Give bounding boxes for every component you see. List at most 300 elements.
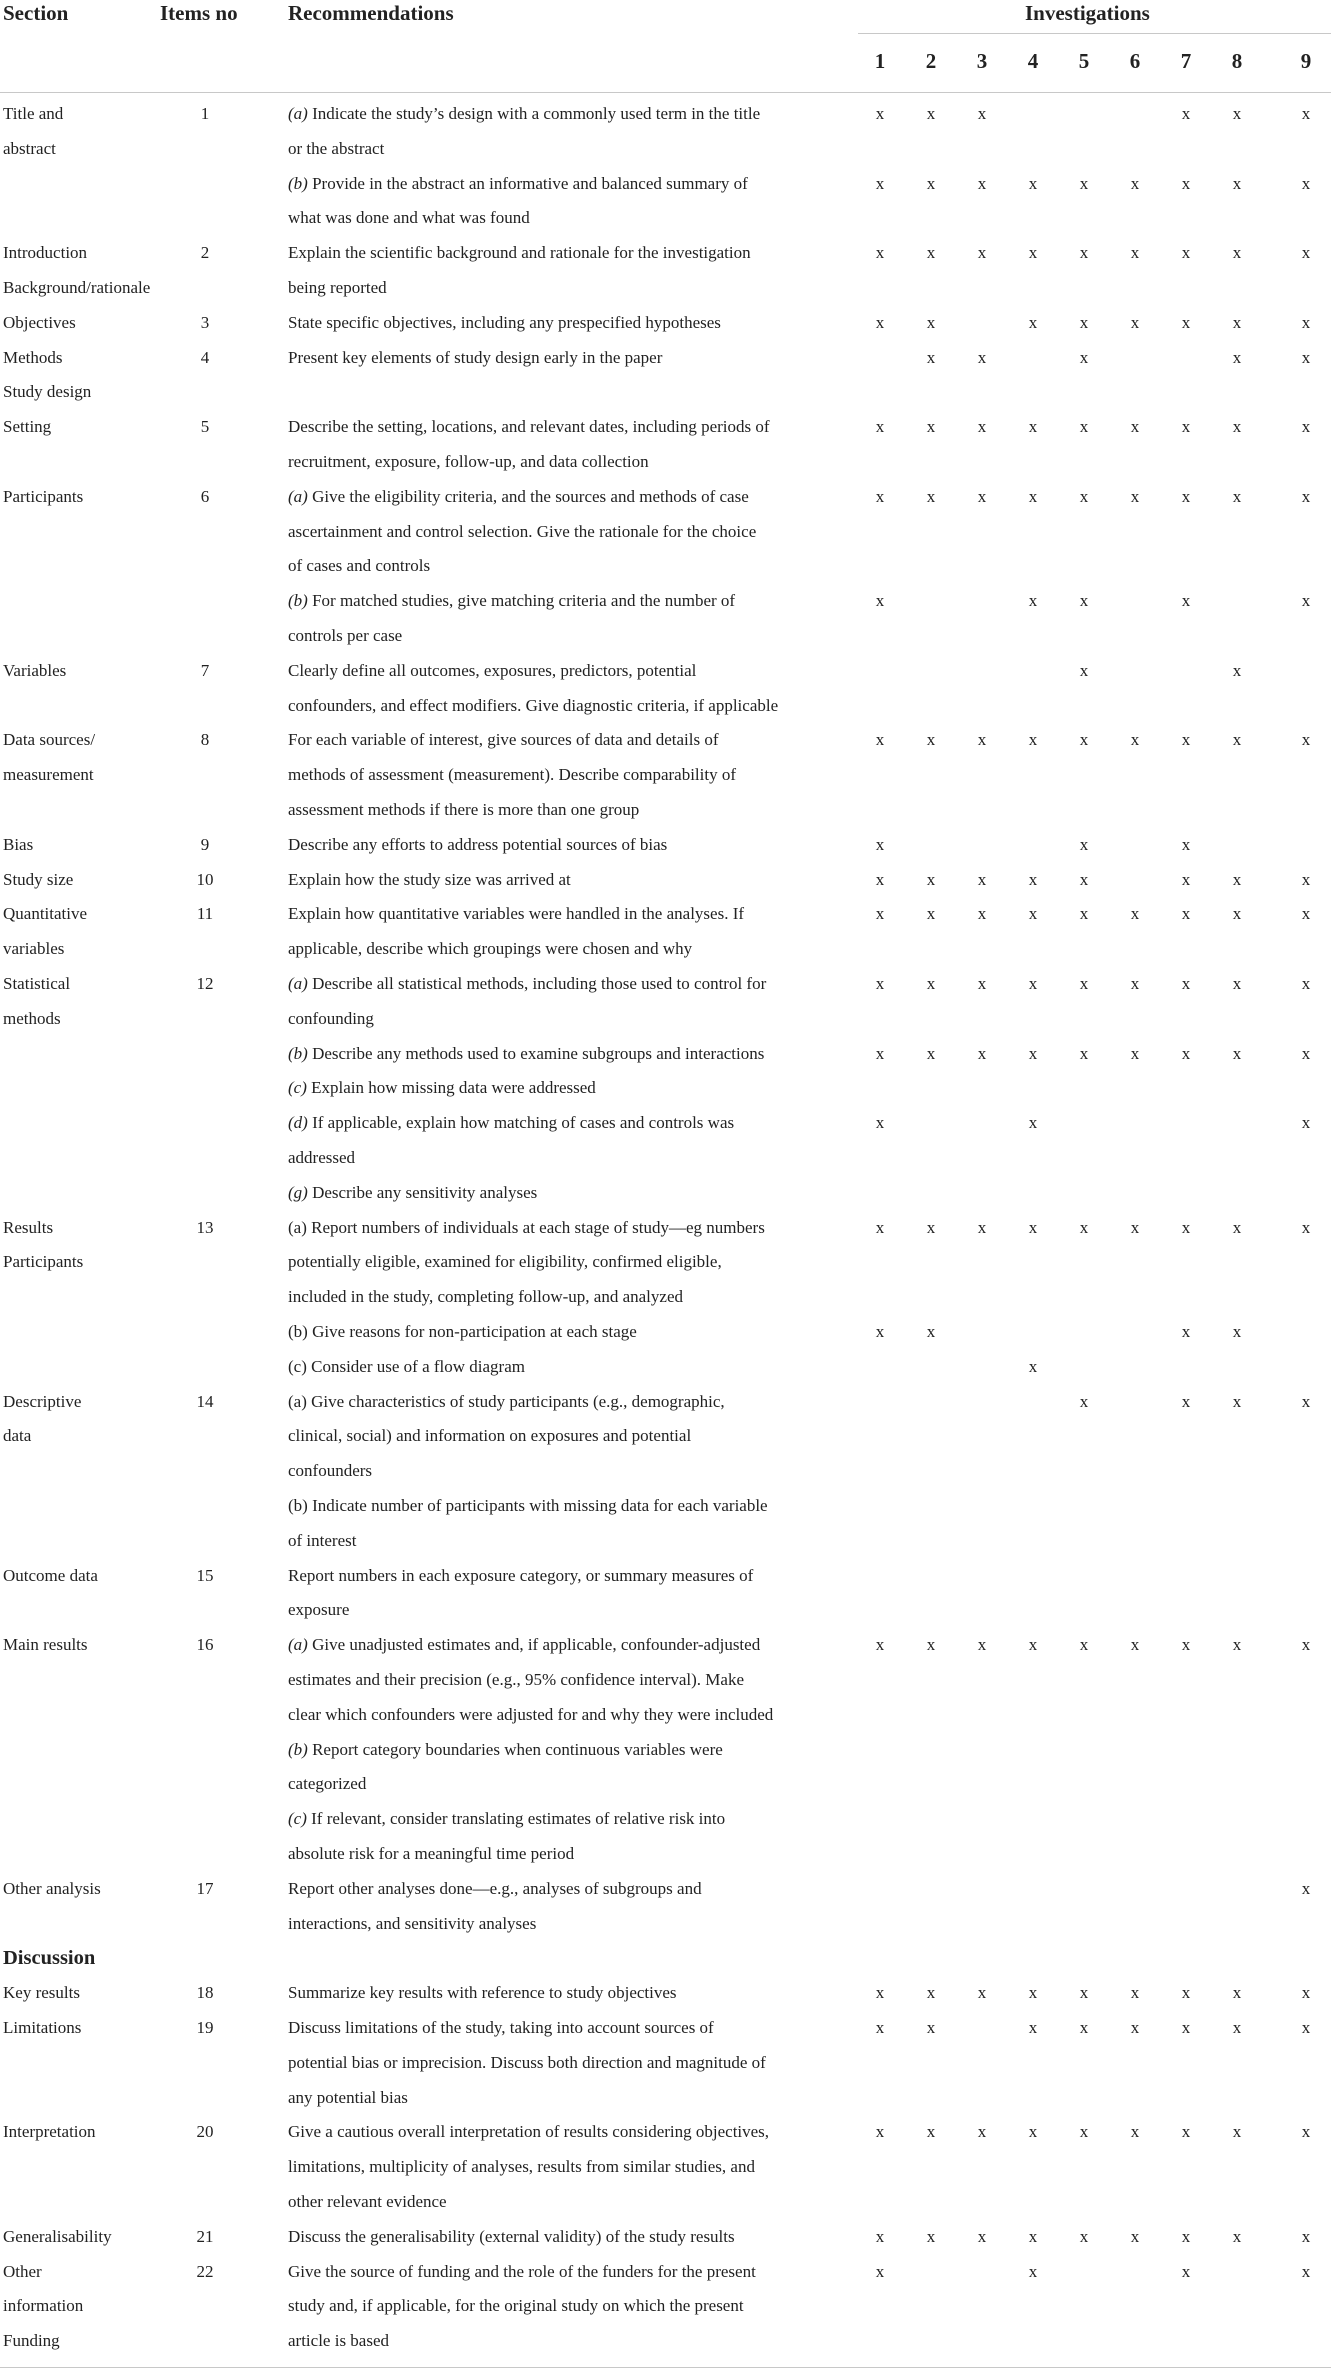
recommendation-line: potential bias or imprecision. Discuss both direction and magnitude of bbox=[288, 2052, 766, 2072]
table-bottom-rule bbox=[0, 2367, 1331, 2368]
investigation-mark: x bbox=[1079, 2018, 1089, 2037]
item-number: 11 bbox=[196, 904, 214, 924]
investigation-mark: x bbox=[875, 2018, 885, 2037]
investigation-mark: x bbox=[1232, 1635, 1242, 1655]
investigation-mark: x bbox=[1079, 974, 1089, 993]
recommendation-text bbox=[288, 1663, 744, 1698]
recommendation-line: Give a cautious overall interpretation of results considering objectives, bbox=[288, 2122, 770, 2142]
recommendation-line: limitations, multiplicity of analyses, results from similar studies, and bbox=[288, 2157, 755, 2177]
header-section: Section bbox=[3, 1, 69, 25]
item-number: 1 bbox=[200, 104, 210, 123]
recommendation-text bbox=[288, 410, 770, 445]
recommendation-line: or the abstract bbox=[288, 138, 385, 158]
header-bottom-rule bbox=[0, 92, 1331, 93]
investigation-mark: x bbox=[1301, 904, 1311, 924]
investigation-mark: x bbox=[875, 173, 885, 193]
recommendation-line: clear which confounders were adjusted for and why they were included bbox=[288, 1704, 774, 1724]
investigation-mark: x bbox=[926, 2226, 936, 2246]
recommendation-text bbox=[288, 2324, 389, 2359]
investigation-mark: x bbox=[1181, 730, 1191, 750]
investigation-mark: x bbox=[1181, 904, 1191, 924]
recommendation-text bbox=[288, 1698, 773, 1733]
recommendation-prefix: (a) bbox=[288, 104, 308, 123]
investigation-mark: x bbox=[1130, 2226, 1140, 2246]
recommendation-text bbox=[288, 2220, 735, 2255]
investigation-mark: x bbox=[1130, 2018, 1140, 2037]
section-label: Funding bbox=[3, 2331, 60, 2351]
investigation-mark: x bbox=[926, 347, 936, 367]
section-label: measurement bbox=[3, 765, 94, 785]
recommendation-text bbox=[288, 445, 649, 480]
recommendation-line: applicable, describe which groupings were chosen and why bbox=[288, 939, 693, 959]
recommendation-line: For each variable of interest, give sources of data and details of bbox=[288, 730, 719, 750]
investigation-mark: x bbox=[1130, 1983, 1140, 2003]
investigation-mark: x bbox=[1232, 869, 1242, 889]
investigation-mark: x bbox=[875, 1217, 885, 1237]
section-label: Introduction bbox=[3, 243, 88, 263]
recommendation-line: of interest bbox=[288, 1530, 357, 1550]
section-label: Study design bbox=[3, 382, 92, 402]
recommendation-line: exposure bbox=[288, 1600, 350, 1620]
recommendation-line: study and, if applicable, for the original study on which the present bbox=[288, 2296, 744, 2316]
investigation-mark: x bbox=[1130, 904, 1140, 924]
investigation-mark: x bbox=[875, 834, 885, 854]
recommendation-line: Explain the scientific background and rationale for the investigation bbox=[288, 243, 751, 263]
recommendation-line: addressed bbox=[288, 1148, 356, 1167]
recommendation-line: Discuss the generalisability (external validity) of the study results bbox=[288, 2226, 735, 2246]
section-label: Main results bbox=[3, 1635, 88, 1655]
recommendation-line: any potential bias bbox=[288, 2087, 408, 2107]
item-number: 8 bbox=[200, 730, 210, 750]
investigation-mark: x bbox=[1079, 730, 1089, 750]
recommendation-line: Explain how the study size was arrived at bbox=[288, 869, 571, 889]
recommendation-line: Provide in the abstract an informative and balanced summary of bbox=[312, 173, 748, 193]
recommendation-prefix: (c) bbox=[288, 1809, 307, 1829]
recommendation-line: If relevant, consider translating estimates of relative risk into bbox=[311, 1809, 726, 1829]
investigation-mark: x bbox=[1181, 1217, 1191, 1237]
investigation-mark: x bbox=[875, 2261, 885, 2281]
investigation-mark: x bbox=[1130, 974, 1140, 993]
investigation-mark: x bbox=[977, 417, 987, 437]
item-number: 12 bbox=[196, 974, 214, 993]
investigation-mark: x bbox=[1028, 1217, 1038, 1237]
investigation-mark: x bbox=[1028, 904, 1038, 924]
recommendation-line: confounders, and effect modifiers. Give diagnostic criteria, if applicable bbox=[288, 695, 779, 715]
section-label: Methods bbox=[3, 347, 63, 367]
investigation-mark: x bbox=[977, 2226, 987, 2246]
investigation-mark: x bbox=[1079, 869, 1089, 889]
recommendation-text bbox=[288, 1628, 760, 1663]
investigation-mark: x bbox=[926, 243, 936, 263]
investigation-mark: x bbox=[926, 869, 936, 889]
investigation-mark: x bbox=[1232, 2122, 1242, 2142]
item-number: 14 bbox=[196, 1391, 214, 1411]
recommendation-text bbox=[288, 1037, 764, 1072]
investigation-mark: x bbox=[1028, 243, 1038, 263]
investigation-mark: x bbox=[1301, 869, 1311, 889]
investigation-mark: x bbox=[1232, 486, 1242, 506]
investigation-mark: x bbox=[1079, 1391, 1089, 1411]
recommendation-text bbox=[288, 480, 749, 515]
item-number: 17 bbox=[196, 1878, 214, 1898]
recommendation-line: Describe all statistical methods, including those used to control for bbox=[312, 974, 767, 993]
investigation-mark: x bbox=[875, 1043, 885, 1063]
investigation-mark: x bbox=[926, 1217, 936, 1237]
investigation-mark: x bbox=[1130, 486, 1140, 506]
recommendation-text bbox=[288, 515, 756, 550]
recommendation-text bbox=[288, 1071, 596, 1106]
investigation-mark: x bbox=[1181, 2261, 1191, 2281]
investigation-mark: x bbox=[1181, 173, 1191, 193]
section-label: Title and bbox=[3, 104, 64, 123]
section-label: methods bbox=[3, 1008, 61, 1028]
investigation-mark: x bbox=[926, 2018, 936, 2037]
recommendation-line: Give the eligibility criteria, and the sources and methods of case bbox=[312, 486, 749, 506]
recommendation-line: interactions, and sensitivity analyses bbox=[288, 1913, 537, 1933]
investigation-mark: x bbox=[926, 312, 936, 332]
investigation-mark: x bbox=[926, 1983, 936, 2003]
section-label: information bbox=[3, 2296, 84, 2316]
investigation-mark: x bbox=[1028, 730, 1038, 750]
investigation-mark: x bbox=[926, 104, 936, 123]
investigation-mark: x bbox=[1028, 869, 1038, 889]
recommendation-line: Describe any efforts to address potential sources of bias bbox=[288, 834, 668, 854]
investigation-mark: x bbox=[1301, 2122, 1311, 2142]
recommendation-text bbox=[288, 1559, 753, 1594]
recommendation-line: Give unadjusted estimates and, if applicable, confounder-adjusted bbox=[312, 1635, 761, 1655]
investigation-mark: x bbox=[1232, 904, 1242, 924]
section-label: Background/rationale bbox=[3, 278, 151, 297]
investigation-mark: x bbox=[875, 486, 885, 506]
item-number: 2 bbox=[200, 243, 210, 263]
recommendation-text bbox=[288, 1176, 537, 1211]
investigation-mark: x bbox=[977, 243, 987, 263]
section-label: variables bbox=[3, 939, 65, 959]
investigation-mark: x bbox=[1301, 1635, 1311, 1655]
section-label: Objectives bbox=[3, 312, 76, 332]
investigation-mark: x bbox=[1301, 974, 1311, 993]
recommendation-text bbox=[288, 2011, 714, 2046]
recommendation-text bbox=[288, 758, 736, 793]
investigation-mark: x bbox=[1232, 974, 1242, 993]
investigation-mark: x bbox=[1028, 486, 1038, 506]
recommendation-line: For matched studies, give matching criteria and the number of bbox=[312, 591, 736, 611]
investigation-mark: x bbox=[1079, 591, 1089, 611]
investigation-col-7: 7 bbox=[1180, 49, 1192, 73]
investigation-mark: x bbox=[926, 417, 936, 437]
investigation-mark: x bbox=[1130, 243, 1140, 263]
investigation-mark: x bbox=[1079, 486, 1089, 506]
investigation-mark: x bbox=[1301, 173, 1311, 193]
recommendation-prefix: (b) bbox=[288, 1739, 308, 1759]
investigation-mark: x bbox=[1232, 660, 1242, 680]
recommendation-text bbox=[288, 1976, 677, 2011]
investigation-mark: x bbox=[926, 730, 936, 750]
investigation-mark: x bbox=[1130, 1043, 1140, 1063]
recommendation-text bbox=[288, 1907, 536, 1942]
section-label: Generalisability bbox=[3, 2226, 112, 2246]
investigation-mark: x bbox=[1028, 417, 1038, 437]
investigations-header-rule bbox=[858, 33, 1331, 34]
investigation-mark: x bbox=[1028, 2122, 1038, 2142]
investigation-mark: x bbox=[1301, 2226, 1311, 2246]
recommendation-text bbox=[288, 1280, 683, 1315]
investigation-mark: x bbox=[1028, 1113, 1038, 1133]
recommendation-line: assessment methods if there is more than one group bbox=[288, 800, 640, 819]
section-label: Outcome data bbox=[3, 1565, 98, 1585]
investigation-mark: x bbox=[1079, 834, 1089, 854]
investigation-mark: x bbox=[1301, 2261, 1311, 2281]
investigation-mark: x bbox=[1232, 1391, 1242, 1411]
item-number: 18 bbox=[196, 1983, 214, 2003]
investigation-mark: x bbox=[1232, 2018, 1242, 2037]
recommendation-text bbox=[288, 1350, 525, 1385]
section-label: Bias bbox=[3, 834, 34, 854]
recommendation-text bbox=[288, 897, 744, 932]
item-number: 7 bbox=[200, 660, 210, 680]
investigation-mark: x bbox=[1079, 2122, 1089, 2142]
header-recommendations: Recommendations bbox=[288, 1, 454, 25]
investigation-mark: x bbox=[875, 1322, 885, 1341]
investigation-mark: x bbox=[1301, 1391, 1311, 1411]
investigation-mark: x bbox=[1232, 1043, 1242, 1063]
investigation-mark: x bbox=[875, 312, 885, 332]
section-label: Variables bbox=[3, 660, 67, 680]
investigation-mark: x bbox=[926, 173, 936, 193]
investigation-mark: x bbox=[1130, 417, 1140, 437]
investigation-mark: x bbox=[926, 486, 936, 506]
recommendation-line: Describe any methods used to examine subgroups and interactions bbox=[312, 1043, 765, 1063]
recommendation-line: methods of assessment (measurement). Describe comparability of bbox=[288, 765, 737, 785]
recommendation-text bbox=[288, 1141, 355, 1176]
investigation-mark: x bbox=[1181, 1635, 1191, 1655]
investigation-mark: x bbox=[875, 730, 885, 750]
section-label: data bbox=[3, 1426, 32, 1446]
investigation-mark: x bbox=[1301, 1217, 1311, 1237]
investigation-mark: x bbox=[977, 1043, 987, 1063]
investigation-mark: x bbox=[1232, 1217, 1242, 1237]
investigation-mark: x bbox=[926, 1635, 936, 1655]
investigation-mark: x bbox=[1181, 1043, 1191, 1063]
recommendation-prefix: (b) bbox=[288, 1043, 308, 1063]
recommendation-text bbox=[288, 584, 735, 619]
investigation-mark: x bbox=[1130, 173, 1140, 193]
investigation-mark: x bbox=[1028, 2018, 1038, 2037]
investigation-mark: x bbox=[1232, 417, 1242, 437]
recommendation-text bbox=[288, 793, 639, 828]
recommendation-line: Discuss limitations of the study, taking into account sources of bbox=[288, 2018, 714, 2037]
recommendation-line: (c) Consider use of a flow diagram bbox=[288, 1356, 525, 1376]
investigation-mark: x bbox=[1130, 2122, 1140, 2142]
investigation-mark: x bbox=[875, 591, 885, 611]
recommendation-text bbox=[288, 167, 748, 202]
section-label: Study size bbox=[3, 869, 74, 889]
investigation-mark: x bbox=[1181, 486, 1191, 506]
investigation-mark: x bbox=[926, 1322, 936, 1341]
recommendation-line: article is based bbox=[288, 2331, 390, 2351]
item-number: 22 bbox=[196, 2261, 214, 2281]
investigation-mark: x bbox=[1079, 660, 1089, 680]
recommendation-text bbox=[288, 2115, 769, 2150]
investigation-mark: x bbox=[1181, 974, 1191, 993]
item-number: 15 bbox=[196, 1565, 214, 1585]
header-investigations: Investigations bbox=[1025, 1, 1150, 25]
investigation-mark: x bbox=[977, 1635, 987, 1655]
subsection-heading: Discussion bbox=[3, 1947, 96, 1970]
investigation-mark: x bbox=[977, 1217, 987, 1237]
recommendation-text bbox=[288, 2255, 756, 2290]
recommendation-text bbox=[288, 2081, 408, 2116]
investigation-mark: x bbox=[1301, 591, 1311, 611]
recommendation-line: clinical, social) and information on exposures and potential bbox=[288, 1426, 692, 1446]
investigation-mark: x bbox=[875, 2226, 885, 2246]
recommendation-text bbox=[288, 1419, 691, 1454]
investigation-mark: x bbox=[1232, 730, 1242, 750]
recommendation-line: (b) Indicate number of participants with missing data for each variable bbox=[288, 1496, 768, 1515]
investigation-col-8: 8 bbox=[1231, 49, 1243, 73]
investigation-mark: x bbox=[1079, 417, 1089, 437]
investigation-mark: x bbox=[1181, 591, 1191, 611]
investigation-mark: x bbox=[1130, 730, 1140, 750]
recommendation-text bbox=[288, 1837, 574, 1872]
investigation-mark: x bbox=[875, 1113, 885, 1133]
investigation-mark: x bbox=[875, 869, 885, 889]
recommendation-text bbox=[288, 967, 766, 1002]
section-label: Descriptive bbox=[3, 1391, 82, 1411]
investigation-mark: x bbox=[1028, 2261, 1038, 2281]
item-number: 10 bbox=[196, 869, 214, 889]
recommendation-line: State specific objectives, including any prespecified hypotheses bbox=[288, 312, 721, 332]
investigation-mark: x bbox=[1079, 173, 1089, 193]
investigation-mark: x bbox=[1181, 1983, 1191, 2003]
investigation-mark: x bbox=[1232, 104, 1242, 123]
recommendation-text bbox=[288, 549, 430, 584]
investigation-mark: x bbox=[1181, 104, 1191, 123]
investigation-mark: x bbox=[1079, 312, 1089, 332]
recommendation-text bbox=[288, 132, 384, 167]
recommendation-text bbox=[288, 1385, 725, 1420]
investigation-mark: x bbox=[977, 730, 987, 750]
section-label: Key results bbox=[3, 1983, 80, 2003]
section-label: abstract bbox=[3, 138, 56, 158]
investigation-mark: x bbox=[1130, 1635, 1140, 1655]
investigation-mark: x bbox=[1079, 1217, 1089, 1237]
recommendation-prefix: (a) bbox=[288, 974, 308, 993]
recommendation-text bbox=[288, 2185, 447, 2220]
item-number: 16 bbox=[196, 1635, 214, 1655]
investigation-mark: x bbox=[1232, 347, 1242, 367]
section-label: Setting bbox=[3, 417, 52, 437]
recommendation-prefix: (b) bbox=[288, 173, 308, 193]
recommendation-line: Explain how missing data were addressed bbox=[311, 1078, 596, 1098]
recommendation-text bbox=[288, 1106, 734, 1141]
investigation-mark: x bbox=[1181, 869, 1191, 889]
investigation-col-1: 1 bbox=[874, 49, 886, 73]
recommendation-text bbox=[288, 1872, 702, 1907]
investigation-mark: x bbox=[977, 104, 987, 123]
investigation-mark: x bbox=[1079, 347, 1089, 367]
investigation-mark: x bbox=[1028, 173, 1038, 193]
investigation-mark: x bbox=[1232, 1983, 1242, 2003]
investigation-mark: x bbox=[1301, 243, 1311, 263]
investigation-mark: x bbox=[1028, 1635, 1038, 1655]
investigation-col-2: 2 bbox=[925, 49, 937, 73]
recommendation-text bbox=[288, 1524, 356, 1559]
recommendation-text bbox=[288, 1767, 366, 1802]
recommendation-line: categorized bbox=[288, 1774, 367, 1794]
investigation-mark: x bbox=[977, 1983, 987, 2003]
investigation-mark: x bbox=[977, 904, 987, 924]
recommendation-text bbox=[288, 306, 721, 341]
investigation-mark: x bbox=[1181, 2226, 1191, 2246]
item-number: 6 bbox=[200, 486, 210, 506]
recommendation-line: Summarize key results with reference to study objectives bbox=[288, 1983, 677, 2003]
recommendation-line: If applicable, explain how matching of cases and controls was bbox=[312, 1113, 735, 1133]
recommendation-line: recruitment, exposure, follow-up, and data collection bbox=[288, 452, 649, 471]
recommendation-text bbox=[288, 97, 760, 132]
recommendation-line: included in the study, completing follow-up, and analyzed bbox=[288, 1287, 683, 1307]
recommendation-text bbox=[288, 619, 402, 654]
recommendation-prefix: (b) bbox=[288, 591, 308, 611]
investigation-col-9: 9 bbox=[1300, 49, 1312, 73]
investigation-mark: x bbox=[1232, 1322, 1242, 1341]
investigation-mark: x bbox=[1079, 243, 1089, 263]
investigation-mark: x bbox=[1232, 173, 1242, 193]
recommendation-line: Give the source of funding and the role of the funders for the present bbox=[288, 2261, 756, 2281]
recommendation-line: of cases and controls bbox=[288, 556, 431, 576]
investigation-mark: x bbox=[1181, 1322, 1191, 1341]
investigation-mark: x bbox=[1301, 2018, 1311, 2037]
item-number: 4 bbox=[200, 347, 210, 367]
recommendation-line: Explain how quantitative variables were handled in the analyses. If bbox=[288, 904, 745, 924]
recommendation-line: confounders bbox=[288, 1461, 373, 1481]
investigation-mark: x bbox=[1232, 243, 1242, 263]
recommendation-line: Report numbers in each exposure category, or summary measures of bbox=[288, 1565, 754, 1585]
section-label: Results bbox=[3, 1217, 54, 1237]
item-number: 13 bbox=[196, 1217, 214, 1237]
recommendation-text bbox=[288, 1593, 349, 1628]
recommendation-line: Clearly define all outcomes, exposures, predictors, potential bbox=[288, 660, 697, 680]
section-label: Participants bbox=[3, 486, 84, 506]
investigation-mark: x bbox=[1301, 417, 1311, 437]
recommendation-text bbox=[288, 201, 530, 236]
investigation-mark: x bbox=[1079, 904, 1089, 924]
investigation-mark: x bbox=[1181, 2018, 1191, 2037]
recommendation-text bbox=[288, 341, 662, 376]
investigation-mark: x bbox=[1301, 486, 1311, 506]
investigation-mark: x bbox=[977, 974, 987, 993]
recommendation-prefix: (a) bbox=[288, 486, 308, 506]
investigation-mark: x bbox=[1028, 1043, 1038, 1063]
recommendation-text bbox=[288, 1245, 722, 1280]
investigation-mark: x bbox=[1181, 2122, 1191, 2142]
recommendation-prefix: (g) bbox=[288, 1182, 308, 1202]
item-number: 20 bbox=[196, 2122, 214, 2142]
recommendation-text bbox=[288, 236, 751, 271]
investigation-mark: x bbox=[1181, 417, 1191, 437]
item-number: 5 bbox=[200, 417, 210, 437]
recommendation-prefix: (d) bbox=[288, 1113, 308, 1133]
recommendation-line: (b) Give reasons for non-participation at each stage bbox=[288, 1322, 637, 1341]
recommendation-text bbox=[288, 932, 692, 967]
recommendation-text bbox=[288, 2150, 755, 2185]
investigation-col-5: 5 bbox=[1078, 49, 1090, 73]
investigation-mark: x bbox=[1181, 243, 1191, 263]
investigation-mark: x bbox=[977, 2122, 987, 2142]
investigation-mark: x bbox=[1301, 1113, 1311, 1133]
investigation-mark: x bbox=[1181, 834, 1191, 854]
recommendation-line: Present key elements of study design early in the paper bbox=[288, 347, 663, 367]
